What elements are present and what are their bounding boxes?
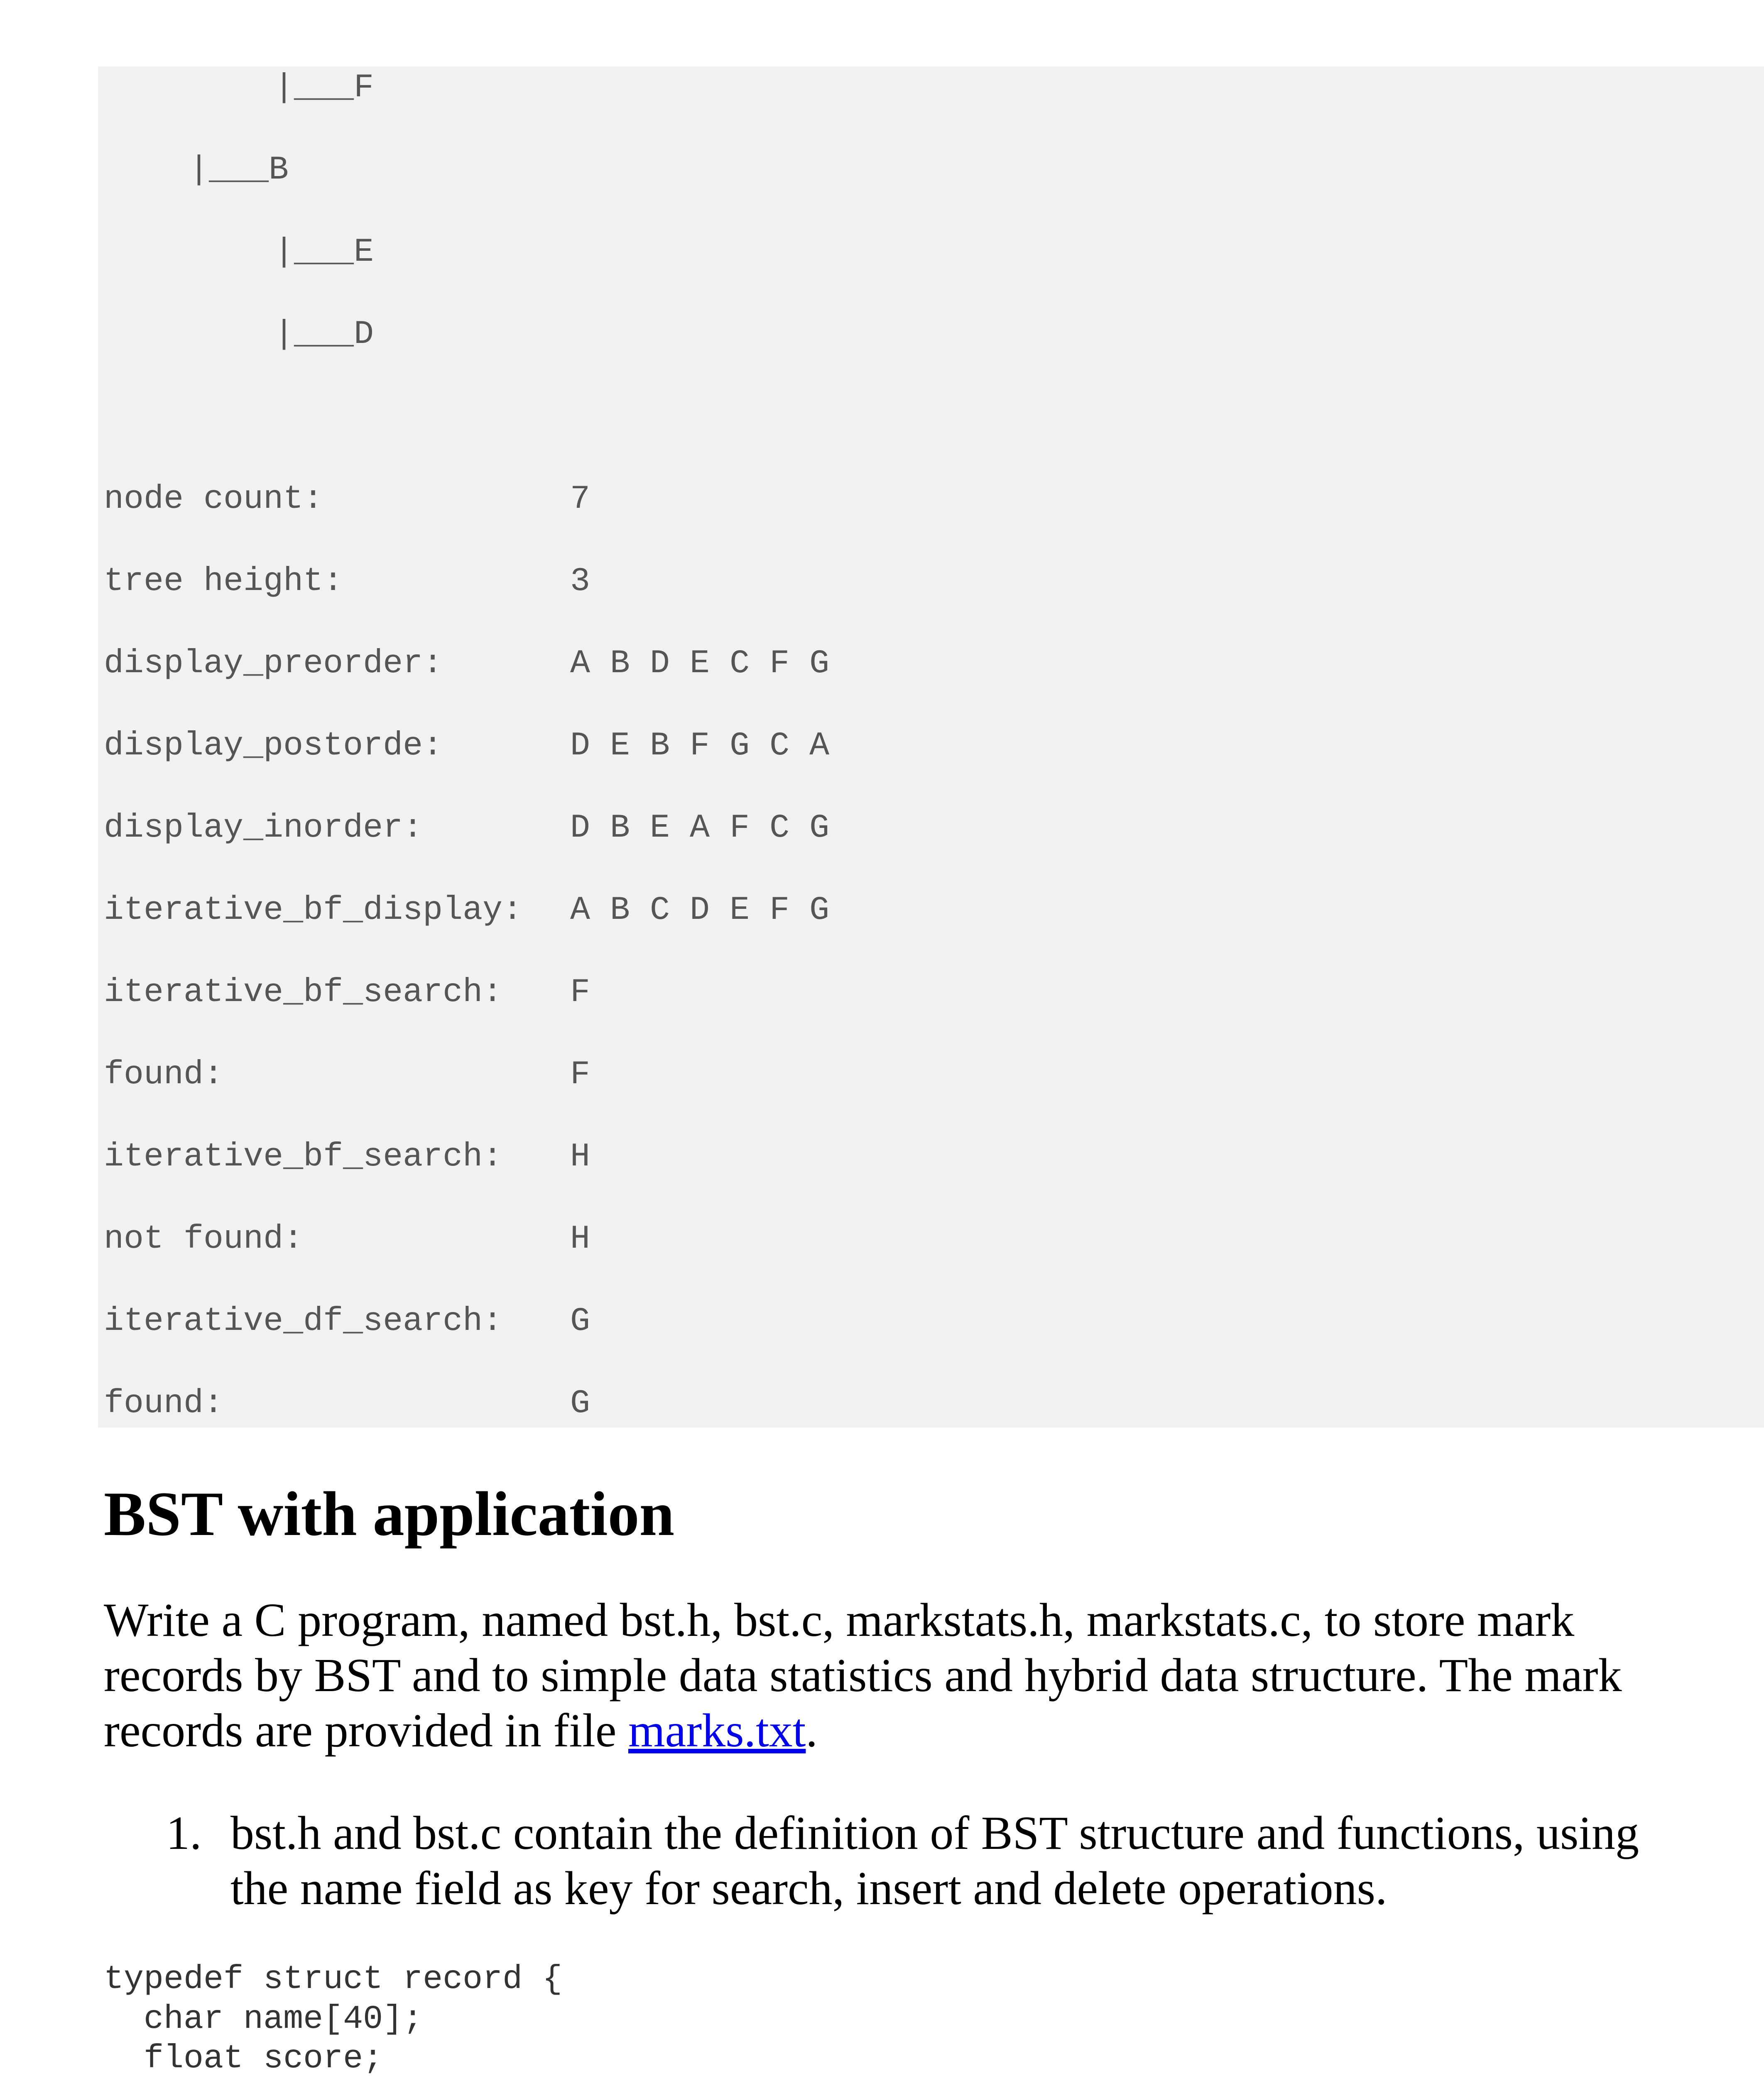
- list-item-line: bst.h and bst.c contain the definition of BST structure and functions, using: [230, 1807, 1639, 1859]
- stat-value: D E B F G C A: [570, 727, 830, 765]
- code-line: typedef struct record {: [104, 1961, 563, 1998]
- stat-value: D B E A F C G: [570, 809, 830, 847]
- stat-label: display_inorder:: [104, 809, 423, 847]
- stat-label: tree height:: [104, 563, 343, 600]
- stat-label: iterative_bf_search:: [104, 1138, 503, 1176]
- stat-label: iterative_bf_display:: [104, 891, 523, 929]
- stat-label: iterative_df_search:: [104, 1302, 503, 1340]
- stat-label: found:: [104, 1056, 224, 1094]
- stat-label: display_preorder:: [104, 645, 443, 683]
- stat-value: A B D E C F G: [570, 645, 830, 683]
- tree-line-d: |___D: [274, 316, 374, 353]
- code-block: [104, 1960, 562, 2076]
- stat-value: F: [570, 974, 590, 1011]
- stat-label: iterative_bf_search:: [104, 974, 503, 1011]
- stat-value: H: [570, 1220, 590, 1258]
- intro-line-suffix: .: [806, 1704, 818, 1757]
- stat-value: H: [570, 1138, 590, 1176]
- stat-label: display_postorde:: [104, 727, 443, 765]
- tree-line-b: |___B: [189, 151, 289, 189]
- tree-line-e: |___E: [274, 233, 374, 271]
- stat-label: not found:: [104, 1220, 304, 1258]
- list-item-line: the name field as key for search, insert and delete operations.: [230, 1862, 1387, 1914]
- stat-value: 7: [570, 480, 590, 518]
- stat-value: G: [570, 1302, 590, 1340]
- intro-line: records by BST and to simple data statistics and hybrid data structure. The mark: [104, 1649, 1622, 1701]
- stat-value: 3: [570, 563, 590, 600]
- marks-file-link[interactable]: marks.txt: [628, 1704, 806, 1757]
- section-heading: BST with application: [104, 1479, 675, 1549]
- stat-value: G: [570, 1385, 590, 1422]
- code-line: float score;: [104, 2040, 383, 2076]
- intro-paragraph: [104, 1592, 1723, 1758]
- stat-value: F: [570, 1056, 590, 1094]
- list-item-text: [230, 1805, 1746, 1916]
- stat-label: found:: [104, 1385, 224, 1422]
- stat-value: A B C D E F G: [570, 891, 830, 929]
- stat-row-found-g: [104, 1385, 590, 1487]
- intro-line-with-link: [104, 1703, 1723, 1758]
- intro-line-text: records are provided in file: [104, 1704, 628, 1757]
- tree-line-f: |___F: [274, 69, 374, 107]
- code-line: char name[40];: [104, 2000, 423, 2038]
- intro-line: Write a C program, named bst.h, bst.c, markstats.h, markstats.c, to store mark: [104, 1594, 1575, 1646]
- stat-label: node count:: [104, 480, 323, 518]
- list-item-number: 1.: [166, 1807, 202, 1859]
